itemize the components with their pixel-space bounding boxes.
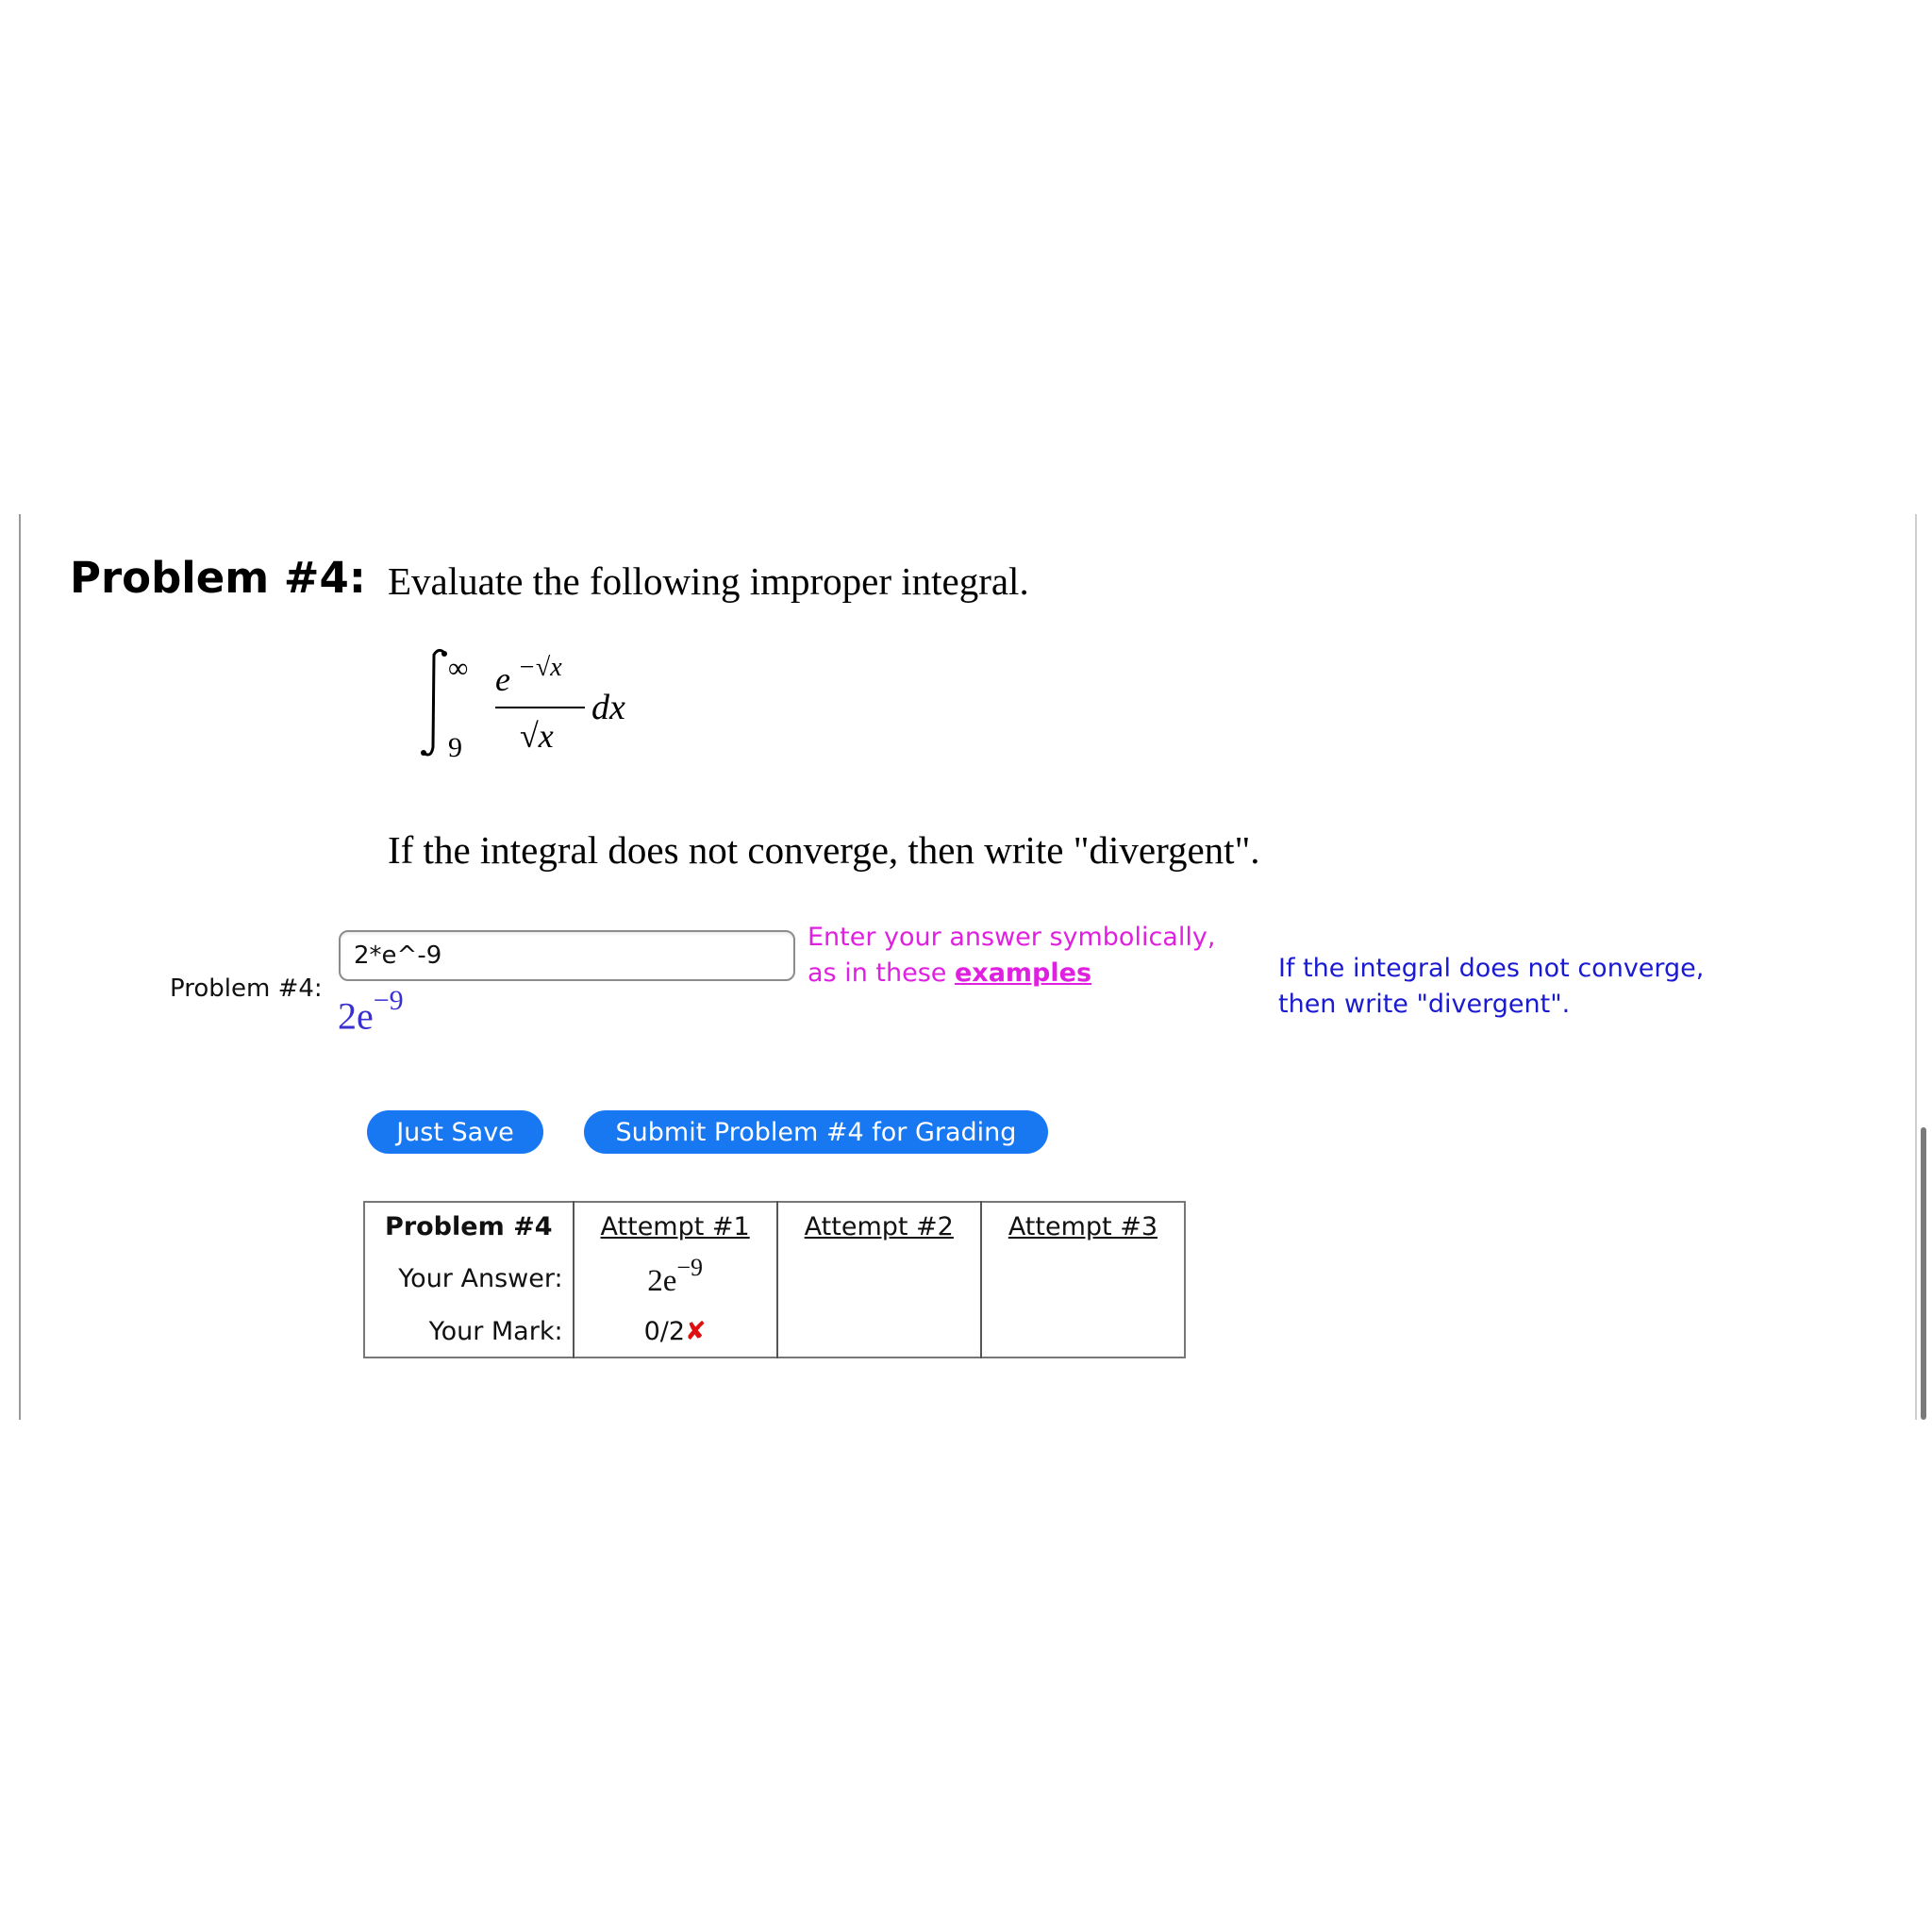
condition-text: If the integral does not converge, then write "divergent". <box>388 828 1260 872</box>
attempt-3-answer <box>981 1250 1185 1307</box>
attempt-1-answer-exponent: −9 <box>676 1254 704 1281</box>
numerator-exponent: −√x <box>518 653 562 682</box>
numerator-base: e <box>495 660 510 698</box>
hint-line-1: Enter your answer symbolically, <box>808 923 1216 952</box>
header-attempt-3 <box>981 1202 1185 1250</box>
preview-base: 2e <box>338 994 374 1038</box>
answer-hint <box>808 920 1215 991</box>
problem-statement: Evaluate the following improper integral. <box>388 559 1029 603</box>
hint-line-2 <box>808 956 1215 991</box>
left-border <box>19 514 21 1420</box>
attempt-1-link[interactable]: Attempt #1 <box>600 1211 750 1241</box>
submit-grading-button[interactable]: Submit Problem #4 for Grading <box>584 1110 1048 1154</box>
differential: dx <box>591 688 625 727</box>
denominator: √x <box>520 717 554 755</box>
cross-icon: ✘ <box>685 1317 707 1346</box>
table-header-row <box>364 1202 1185 1250</box>
note-line-1: If the integral does not converge, <box>1278 954 1705 983</box>
attempt-3-link[interactable]: Attempt #3 <box>1008 1211 1158 1241</box>
attempt-1-answer-base: 2e <box>647 1264 677 1298</box>
attempt-2-answer <box>777 1250 981 1307</box>
scrollbar-thumb[interactable] <box>1921 1127 1926 1420</box>
attempt-2-link[interactable]: Attempt #2 <box>804 1211 954 1241</box>
header-attempt-2 <box>777 1202 981 1250</box>
preview-exponent: −9 <box>373 985 404 1016</box>
your-answer-label: Your Answer: <box>364 1250 574 1307</box>
integral-expression <box>420 641 646 774</box>
problem-heading: Problem #4: <box>70 553 366 603</box>
table-row <box>364 1250 1185 1307</box>
attempt-1-answer <box>574 1250 777 1307</box>
answer-label: Problem #4: <box>170 974 323 1003</box>
lower-limit: 9 <box>448 732 462 763</box>
attempt-1-mark <box>574 1307 777 1357</box>
attempts-table <box>363 1201 1186 1358</box>
header-problem: Problem #4 <box>364 1202 574 1250</box>
examples-link[interactable]: examples <box>954 958 1092 988</box>
hint-prefix: as in these <box>808 958 955 988</box>
attempt-1-mark-value: 0/2 <box>643 1317 686 1346</box>
attempt-3-mark <box>981 1307 1185 1357</box>
upper-limit: ∞ <box>448 653 469 684</box>
divergent-note <box>1278 951 1704 1023</box>
note-line-2: then write "divergent". <box>1278 990 1571 1019</box>
attempt-2-mark <box>777 1307 981 1357</box>
header-attempt-1 <box>574 1202 777 1250</box>
integral-sign <box>424 650 444 755</box>
table-row <box>364 1307 1185 1357</box>
answer-preview <box>338 985 404 1038</box>
answer-input[interactable] <box>339 930 795 981</box>
right-border <box>1915 514 1917 1420</box>
your-mark-label: Your Mark: <box>364 1307 574 1357</box>
just-save-button[interactable]: Just Save <box>367 1110 543 1154</box>
